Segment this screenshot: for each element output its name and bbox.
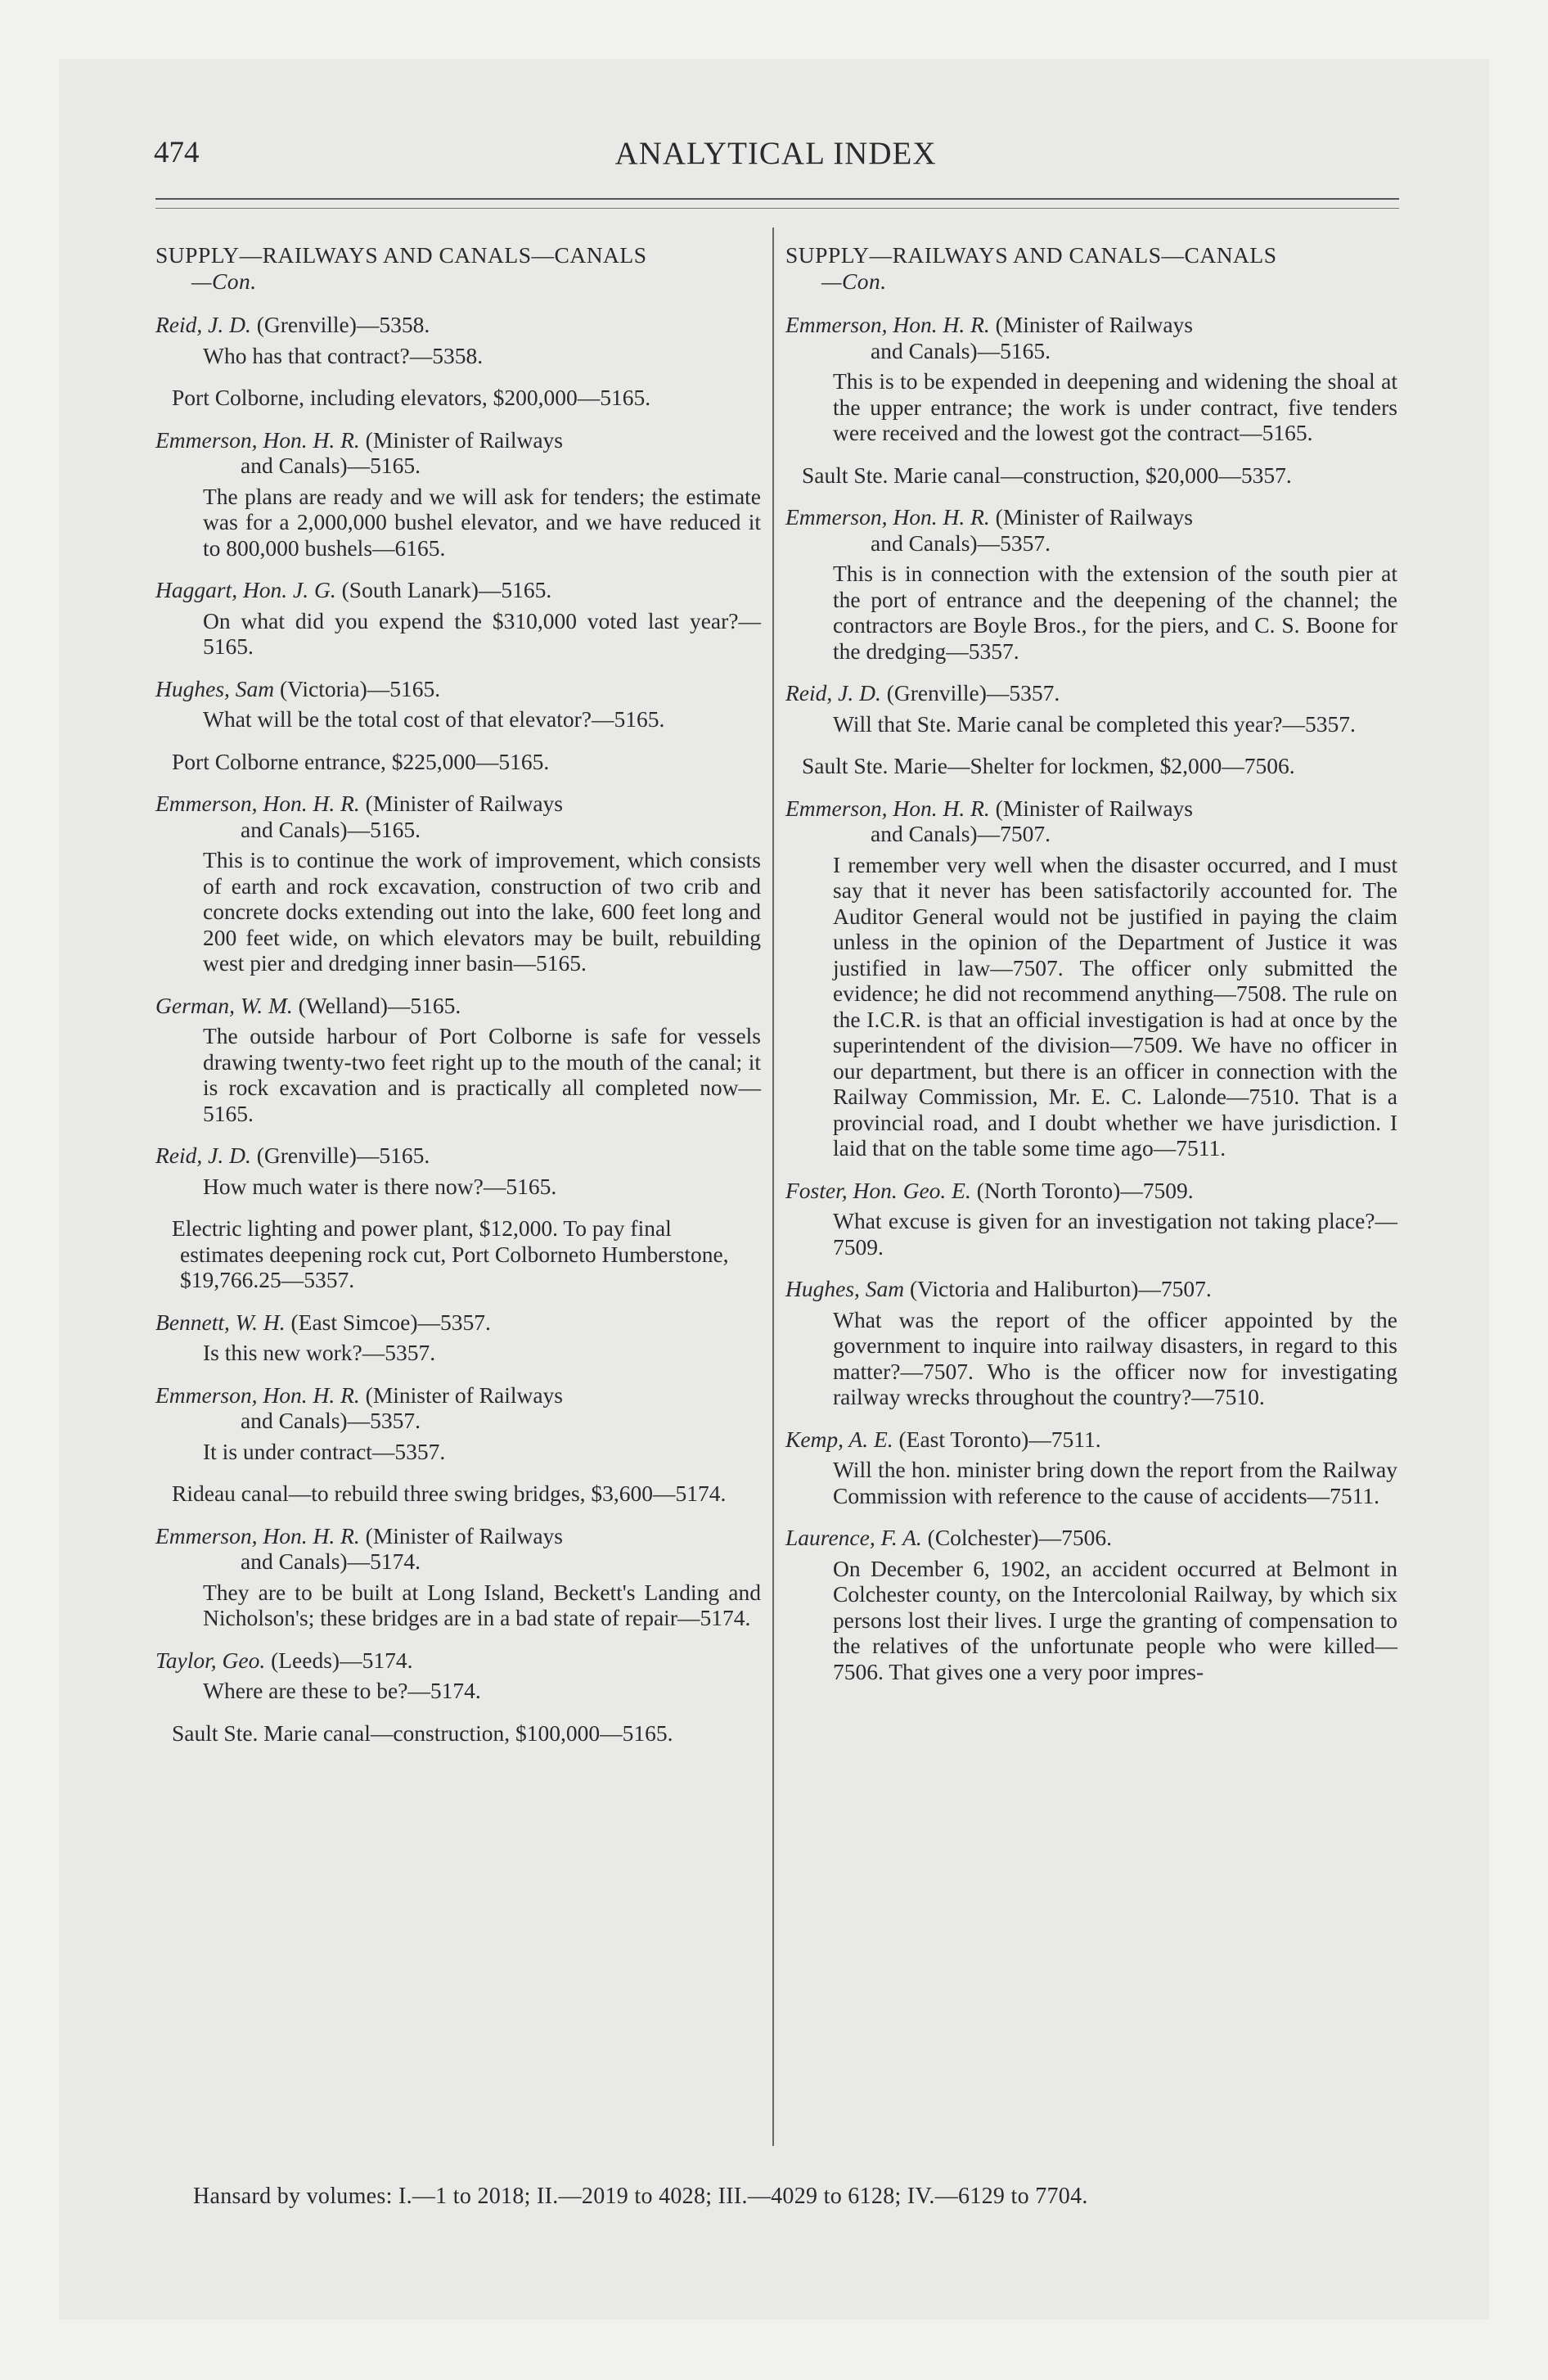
speaker-constituency: (Minister of Railways	[989, 504, 1194, 530]
section-heading: SUPPLY—RAILWAYS AND CANALS—CANALS —Con.	[155, 242, 647, 294]
speaker-entry	[155, 312, 761, 338]
remark-text: Will the hon. minister bring down the report from the Railway Commission with reference to the cause of accidents—7511.	[833, 1457, 1397, 1508]
remark-text: How much water is there now?—5165.	[203, 1173, 557, 1199]
remark-text: I remember very well when the disaster occurred, and I must say that it never has been satisfactorily accounted for. The Auditor General would not be justified in paying the claim unless in the opinion of the Department of Justice it was justified in law—7507. The officer only submitted the evidence; he did not recommend anything—7508. The rule on the I.C.R. is that an official investigation is had at once by the superintendent of the division—7509. We have no officer in our department, but there is an officer in connection with the Railway Commission, Mr. E. C. Lalonde—7510. That is a provincial road, and I doubt whether we have jurisdiction. I laid that on the table some time ago—7511.	[833, 851, 1397, 1161]
remark-text: The plans are ready and we will ask for tenders; the estimate was for a 2,000,000 bushel elevator, and we have reduced it to 800,000 bushels—6165.	[203, 483, 761, 561]
remark-text: Where are these to be?—5174.	[203, 1678, 481, 1703]
supply-item: Sault Ste. Marie canal—construction, $20,000—5357.	[802, 462, 1292, 488]
speaker-constituency: (Minister of Railways	[359, 1382, 564, 1408]
speaker-entry	[155, 1309, 761, 1336]
remark-text: On what did you expend the $310,000 voted last year?—5165.	[203, 607, 761, 659]
speaker-constituency: (Minister of Railways	[359, 1522, 564, 1548]
volume-footer: Hansard by volumes: I.—1 to 2018; II.—2019 to 4028; III.—4029 to 6128; IV.—6129 to 7704.	[193, 2184, 1088, 2209]
speaker-constituency: (Grenville)—5165.	[250, 1143, 430, 1168]
left-column	[155, 242, 761, 1762]
speaker-constituency: (East Toronto)—7511.	[893, 1426, 1101, 1452]
speaker-name: Haggart, Hon. J. G.	[155, 577, 336, 602]
speaker-entry	[785, 504, 1397, 556]
speaker-name: Laurence, F. A.	[785, 1525, 922, 1550]
speaker-continuation: and Canals)—5174.	[241, 1548, 421, 1574]
speaker-entry	[155, 577, 761, 603]
page-number: 474	[154, 136, 200, 169]
speaker-entry	[785, 1178, 1397, 1204]
speaker-entry	[785, 1525, 1397, 1551]
remark-text: This is to be expended in deepening and widening the shoal at the upper entrance; the work is under contract, five tenders were received and the lowest got the contract—5165.	[833, 368, 1397, 445]
speaker-name: Hughes, Sam	[785, 1276, 905, 1301]
remark-text: They are to be built at Long Island, Beckett's Landing and Nicholson's; these bridges are in a bad state of repair—5174.	[203, 1579, 761, 1630]
speaker-name: Kemp, A. E.	[785, 1426, 893, 1452]
speaker-entry	[155, 1523, 761, 1575]
speaker-name: Reid, J. D.	[155, 312, 251, 337]
speaker-name: Hughes, Sam	[155, 675, 275, 701]
speaker-continuation: and Canals)—5165.	[241, 816, 421, 842]
speaker-constituency: (Colchester)—7506.	[921, 1525, 1112, 1550]
speaker-constituency: (Grenville)—5358.	[250, 312, 430, 337]
speaker-continuation: and Canals)—5357.	[871, 530, 1051, 556]
remark-text: On December 6, 1902, an accident occurred at Belmont in Colchester county, on the Intercolonial Railway, by which six persons lost their lives. I urge the granting of compensation to the relatives of the unfortunate people who were killed—7506. That gives one a very poor impres-	[833, 1555, 1397, 1684]
speaker-entry	[785, 1276, 1397, 1302]
section-heading: SUPPLY—RAILWAYS AND CANALS—CANALS —Con.	[785, 242, 1277, 294]
speaker-continuation: and Canals)—5165.	[241, 453, 421, 478]
speaker-name: Emmerson, Hon. H. R.	[785, 312, 990, 337]
running-title: ANALYTICAL INDEX	[614, 136, 937, 171]
speaker-entry	[155, 993, 761, 1019]
remark-text: What will be the total cost of that elevator?—5165.	[203, 706, 665, 732]
speaker-name: Reid, J. D.	[155, 1143, 251, 1168]
speaker-constituency: (South Lanark)—5165.	[335, 577, 552, 602]
speaker-entry	[155, 1382, 761, 1434]
speaker-name: Emmerson, Hon. H. R.	[155, 426, 360, 453]
right-entries	[785, 312, 1397, 1684]
speaker-constituency: (Minister of Railways	[989, 312, 1194, 337]
supply-item: Sault Ste. Marie canal—construction, $100,000—5165.	[172, 1720, 673, 1746]
column-divider	[772, 228, 774, 2146]
remark-text: What excuse is given for an investigation not taking place?—7509.	[833, 1208, 1397, 1260]
speaker-entry	[785, 1427, 1397, 1453]
speaker-constituency: (Minister of Railways	[359, 791, 564, 816]
speaker-entry	[155, 1143, 761, 1169]
speaker-constituency: (East Simcoe)—5357.	[285, 1309, 491, 1335]
supply-item: Sault Ste. Marie—Shelter for lockmen, $2,000—7506.	[802, 753, 1295, 778]
speaker-name: Emmerson, Hon. H. R.	[785, 504, 990, 530]
speaker-constituency: (Welland)—5165.	[292, 992, 461, 1018]
speaker-entry	[785, 680, 1397, 706]
speaker-constituency: (Victoria)—5165.	[274, 675, 441, 701]
speaker-entry	[155, 1648, 761, 1674]
speaker-name: Emmerson, Hon. H. R.	[155, 1382, 360, 1408]
speaker-name: Emmerson, Hon. H. R.	[785, 795, 990, 821]
supply-item: Port Colborne entrance, $225,000—5165.	[172, 748, 550, 774]
speaker-name: Reid, J. D.	[785, 680, 881, 705]
remark-text: The outside harbour of Port Colborne is safe for vessels drawing twenty-two feet right up to the mouth of the canal; it is rock excavation and is practically all completed now—5165.	[203, 1023, 761, 1126]
speaker-constituency: (North Toronto)—7509.	[970, 1177, 1194, 1203]
speaker-name: Taylor, Geo.	[155, 1647, 266, 1673]
speaker-entry	[785, 796, 1397, 847]
speaker-constituency: (Grenville)—5357.	[880, 680, 1060, 705]
speaker-constituency: (Victoria and Haliburton)—7507.	[904, 1276, 1212, 1301]
header-rule	[155, 198, 1399, 200]
speaker-constituency: (Minister of Railways	[989, 795, 1194, 821]
speaker-name: Foster, Hon. Geo. E.	[785, 1177, 971, 1203]
speaker-name: German, W. M.	[155, 992, 293, 1018]
speaker-continuation: and Canals)—5165.	[871, 337, 1051, 363]
header-rule-thin	[155, 208, 1399, 209]
speaker-entry	[155, 676, 761, 702]
right-column	[785, 242, 1397, 1701]
remark-text: What was the report of the officer appointed by the government to inquire into railway disasters, in regard to this matter?—7507. Who is the officer now for investigating railway wrecks throughout the country?—7510.	[833, 1306, 1397, 1409]
remark-text: Will that Ste. Marie canal be completed this year?—5357.	[833, 710, 1356, 737]
remark-text: Who has that contract?—5358.	[203, 342, 484, 368]
left-entries	[155, 312, 761, 1746]
speaker-entry	[155, 427, 761, 479]
speaker-entry	[785, 312, 1397, 363]
speaker-name: Bennett, W. H.	[155, 1309, 286, 1335]
speaker-continuation: and Canals)—7507.	[871, 821, 1051, 846]
remark-text: This is to continue the work of improvement, which consists of earth and rock excavation, construction of two crib and concrete docks extending out into the lake, 600 feet long and 200 feet wide, on which elevators may be built, rebuilding west pier and dredging inner basin—5165.	[203, 847, 761, 976]
speaker-constituency: (Minister of Railways	[359, 426, 564, 453]
speaker-entry	[155, 791, 761, 842]
speaker-constituency: (Leeds)—5174.	[265, 1647, 413, 1673]
remark-text: It is under contract—5357.	[203, 1438, 446, 1464]
speaker-name: Emmerson, Hon. H. R.	[155, 791, 360, 816]
remark-text: This is in connection with the extension of the south pier at the port of entrance and the deepening of the channel; the contractors are Boyle Bros., for the piers, and C. S. Boone for the dredging—5357.	[833, 561, 1397, 664]
page-header	[154, 135, 1397, 184]
supply-item: Rideau canal—to rebuild three swing bridges, $3,600—5174.	[172, 1481, 727, 1506]
remark-text: Is this new work?—5357.	[203, 1340, 436, 1365]
speaker-name: Emmerson, Hon. H. R.	[155, 1522, 360, 1548]
speaker-continuation: and Canals)—5357.	[241, 1408, 421, 1433]
supply-item: Port Colborne, including elevators, $200,000—5165.	[172, 385, 651, 410]
supply-item: Electric lighting and power plant, $12,000. To pay final estimates deepening rock cut, Port Colborneto Humberstone, $19,766.25—5357.	[172, 1215, 729, 1292]
